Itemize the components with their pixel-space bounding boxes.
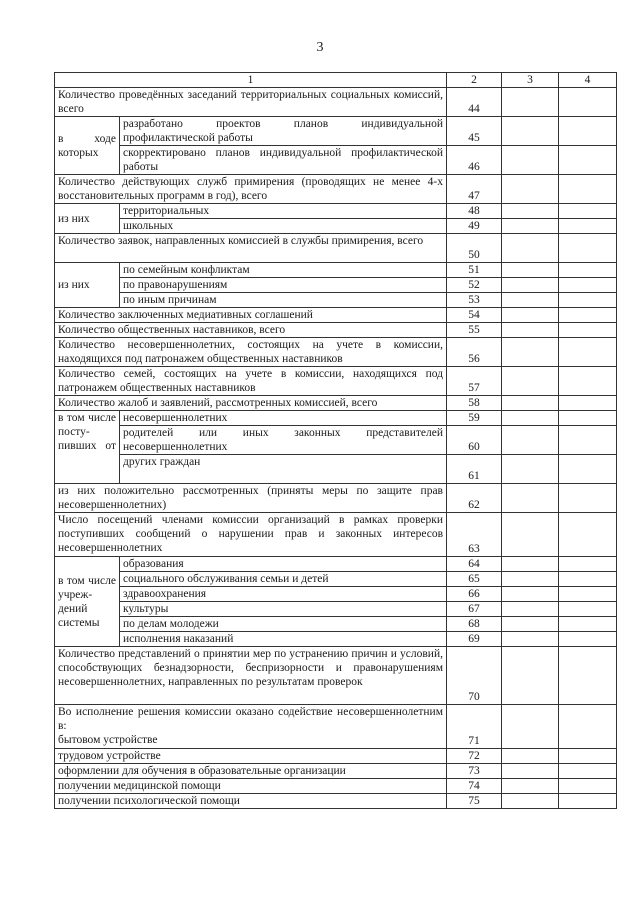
row-label: образования xyxy=(120,557,447,572)
table-row xyxy=(55,426,617,455)
value-cell[interactable] xyxy=(559,146,617,175)
row-number: 53 xyxy=(447,293,502,308)
row-label: по делам молодежи xyxy=(120,617,447,632)
row-label: Количество несовершеннолетних, состоящих на учете в комиссии, находящихся под патронажем общественных наставников xyxy=(55,338,447,367)
table-row xyxy=(55,117,617,146)
row-number: 71 xyxy=(447,705,502,749)
value-cell[interactable] xyxy=(559,557,617,572)
row-label: культуры xyxy=(120,602,447,617)
row-label: других граждан xyxy=(120,455,447,484)
table-row xyxy=(55,308,617,323)
value-cell[interactable] xyxy=(559,396,617,411)
value-cell[interactable] xyxy=(559,323,617,338)
row-number: 47 xyxy=(447,175,502,204)
row-label: разработано проектов планов индивидуальной профилактической работы xyxy=(120,117,447,146)
table-row xyxy=(55,647,617,705)
table-row xyxy=(55,396,617,411)
row-label: получении психологической помощи xyxy=(55,794,447,809)
row-number: 69 xyxy=(447,632,502,647)
table-row xyxy=(55,146,617,175)
row-number: 46 xyxy=(447,146,502,175)
row-label: по семейным конфликтам xyxy=(120,263,447,278)
table-row xyxy=(55,513,617,557)
row-label: Количество действующих служб примирения (проводящих не менее 4-х восстановительных программ в год), всего xyxy=(55,175,447,204)
value-cell[interactable] xyxy=(502,572,559,587)
value-cell[interactable] xyxy=(559,484,617,513)
value-cell[interactable] xyxy=(502,146,559,175)
value-cell[interactable] xyxy=(502,278,559,293)
table-row xyxy=(55,632,617,647)
table-row xyxy=(55,602,617,617)
table-row xyxy=(55,88,617,117)
value-cell[interactable] xyxy=(502,617,559,632)
value-cell[interactable] xyxy=(559,513,617,557)
table-row xyxy=(55,455,617,484)
row-label: Количество проведённых заседаний территориальных социальных комиссий, всего xyxy=(55,88,447,117)
table-row xyxy=(55,484,617,513)
row-number: 57 xyxy=(447,367,502,396)
row-number: 48 xyxy=(447,204,502,219)
value-cell[interactable] xyxy=(502,455,559,484)
value-cell[interactable] xyxy=(559,426,617,455)
value-cell[interactable] xyxy=(559,411,617,426)
table-row xyxy=(55,705,617,749)
table-row xyxy=(55,764,617,779)
row-label: по правонарушениям xyxy=(120,278,447,293)
row-number: 51 xyxy=(447,263,502,278)
value-cell[interactable] xyxy=(502,117,559,146)
value-cell[interactable] xyxy=(502,705,559,749)
header-col-3: 3 xyxy=(502,73,559,88)
row-number: 62 xyxy=(447,484,502,513)
value-cell[interactable] xyxy=(502,175,559,204)
value-cell[interactable] xyxy=(502,484,559,513)
row-number: 67 xyxy=(447,602,502,617)
value-cell[interactable] xyxy=(502,587,559,602)
row-number: 65 xyxy=(447,572,502,587)
value-cell[interactable] xyxy=(559,278,617,293)
table-row xyxy=(55,779,617,794)
header-col-4: 4 xyxy=(559,73,617,88)
value-cell[interactable] xyxy=(559,367,617,396)
row-number: 72 xyxy=(447,749,502,764)
value-cell[interactable] xyxy=(502,602,559,617)
row-number: 70 xyxy=(447,647,502,705)
row-label-intro: Во исполнение решения комиссии оказано содействие несовершеннолетним в: xyxy=(58,706,443,732)
value-cell[interactable] xyxy=(502,794,559,809)
row-number: 56 xyxy=(447,338,502,367)
value-cell[interactable] xyxy=(559,204,617,219)
row-label: Количество семей, состоящих на учете в комиссии, находящихся под патронажем общественных наставников xyxy=(55,367,447,396)
value-cell[interactable] xyxy=(559,647,617,705)
value-cell[interactable] xyxy=(502,234,559,263)
value-cell[interactable] xyxy=(559,779,617,794)
group-label: из них xyxy=(55,263,120,308)
row-number: 52 xyxy=(447,278,502,293)
statistics-table xyxy=(54,72,617,809)
row-number: 66 xyxy=(447,587,502,602)
row-label: Количество общественных наставников, всего xyxy=(55,323,447,338)
table-row xyxy=(55,338,617,367)
value-cell[interactable] xyxy=(502,647,559,705)
value-cell[interactable] xyxy=(559,175,617,204)
value-cell[interactable] xyxy=(559,617,617,632)
row-number: 63 xyxy=(447,513,502,557)
value-cell[interactable] xyxy=(559,572,617,587)
group-label: в ходе которых xyxy=(55,117,120,175)
group-label: в том числе учреж-дений системы xyxy=(55,557,120,647)
table-row xyxy=(55,587,617,602)
row-label: исполнения наказаний xyxy=(120,632,447,647)
value-cell[interactable] xyxy=(559,764,617,779)
row-label: несовершеннолетних xyxy=(120,411,447,426)
value-cell[interactable] xyxy=(559,293,617,308)
row-number: 73 xyxy=(447,764,502,779)
value-cell[interactable] xyxy=(502,88,559,117)
table-row xyxy=(55,794,617,809)
table-row xyxy=(55,557,617,572)
value-cell[interactable] xyxy=(502,338,559,367)
row-number: 68 xyxy=(447,617,502,632)
row-label: территориальных xyxy=(120,204,447,219)
value-cell[interactable] xyxy=(559,705,617,749)
row-number: 64 xyxy=(447,557,502,572)
value-cell[interactable] xyxy=(502,779,559,794)
value-cell[interactable] xyxy=(559,263,617,278)
row-number: 58 xyxy=(447,396,502,411)
value-cell[interactable] xyxy=(559,219,617,234)
row-label: трудовом устройстве xyxy=(55,749,447,764)
value-cell[interactable] xyxy=(502,263,559,278)
table-row xyxy=(55,572,617,587)
row-label: бытовом устройстве xyxy=(58,734,158,746)
row-label: Количество заключенных медиативных соглашений xyxy=(55,308,447,323)
row-number: 60 xyxy=(447,426,502,455)
row-label: Количество заявок, направленных комиссией в службы примирения, всего xyxy=(55,234,447,263)
table-row xyxy=(55,323,617,338)
value-cell[interactable] xyxy=(559,308,617,323)
header-col-2: 2 xyxy=(447,73,502,88)
row-label: Количество представлений о принятии мер по устранению причин и условий, способствующих безнадзорности, беспризорности и правонарушениям несовершеннолетних, направленных по результатам проверок xyxy=(55,647,447,705)
row-label: социального обслуживания семьи и детей xyxy=(120,572,447,587)
value-cell[interactable] xyxy=(559,338,617,367)
row-number: 74 xyxy=(447,779,502,794)
table-row xyxy=(55,367,617,396)
row-number: 59 xyxy=(447,411,502,426)
row-label: здравоохранения xyxy=(120,587,447,602)
row-number: 55 xyxy=(447,323,502,338)
value-cell[interactable] xyxy=(502,204,559,219)
value-cell[interactable] xyxy=(559,88,617,117)
page-number: 3 xyxy=(316,40,324,55)
row-label: школьных xyxy=(120,219,447,234)
table-row xyxy=(55,278,617,293)
value-cell[interactable] xyxy=(559,455,617,484)
table-row xyxy=(55,749,617,764)
row-number: 54 xyxy=(447,308,502,323)
value-cell[interactable] xyxy=(502,293,559,308)
table-row xyxy=(55,293,617,308)
value-cell[interactable] xyxy=(502,219,559,234)
row-label: из них положительно рассмотренных (приняты меры по защите прав несовершеннолетних) xyxy=(55,484,447,513)
row-number: 44 xyxy=(447,88,502,117)
value-cell[interactable] xyxy=(559,749,617,764)
value-cell[interactable] xyxy=(502,513,559,557)
value-cell[interactable] xyxy=(502,323,559,338)
table-row xyxy=(55,219,617,234)
row-number: 61 xyxy=(447,455,502,484)
value-cell[interactable] xyxy=(502,308,559,323)
statistics-table-wrapper xyxy=(54,72,616,809)
value-cell[interactable] xyxy=(559,234,617,263)
row-label: получении медицинской помощи xyxy=(55,779,447,794)
row-number: 75 xyxy=(447,794,502,809)
value-cell[interactable] xyxy=(559,794,617,809)
table-row xyxy=(55,411,617,426)
row-label: скорректировано планов индивидуальной профилактической работы xyxy=(120,146,447,175)
group-label: из них xyxy=(55,204,120,234)
row-label: Число посещений членами комиссии организаций в рамках проверки поступивших сообщений о нарушении прав и законных интересов несовершеннолетних xyxy=(55,513,447,557)
table-row xyxy=(55,175,617,204)
value-cell[interactable] xyxy=(502,632,559,647)
group-label: в том числе посту-пивших от xyxy=(55,411,120,484)
value-cell[interactable] xyxy=(559,117,617,146)
table-row xyxy=(55,204,617,219)
value-cell[interactable] xyxy=(502,367,559,396)
row-label: оформлении для обучения в образовательные организации xyxy=(55,764,447,779)
value-cell[interactable] xyxy=(502,764,559,779)
table-row xyxy=(55,263,617,278)
value-cell[interactable] xyxy=(502,426,559,455)
value-cell[interactable] xyxy=(502,411,559,426)
row-number: 45 xyxy=(447,117,502,146)
table-row xyxy=(55,617,617,632)
row-number: 50 xyxy=(447,234,502,263)
value-cell[interactable] xyxy=(559,602,617,617)
header-col-1: 1 xyxy=(55,73,447,88)
value-cell[interactable] xyxy=(559,587,617,602)
value-cell[interactable] xyxy=(559,632,617,647)
value-cell[interactable] xyxy=(502,557,559,572)
value-cell[interactable] xyxy=(502,396,559,411)
row-number: 49 xyxy=(447,219,502,234)
row-label: по иным причинам xyxy=(120,293,447,308)
row-label: родителей или иных законных представителей несовершеннолетних xyxy=(120,426,447,455)
row-label-group xyxy=(55,705,447,749)
table-row xyxy=(55,234,617,263)
row-label: Количество жалоб и заявлений, рассмотренных комиссией, всего xyxy=(55,396,447,411)
table-header-row xyxy=(55,73,617,88)
value-cell[interactable] xyxy=(502,749,559,764)
